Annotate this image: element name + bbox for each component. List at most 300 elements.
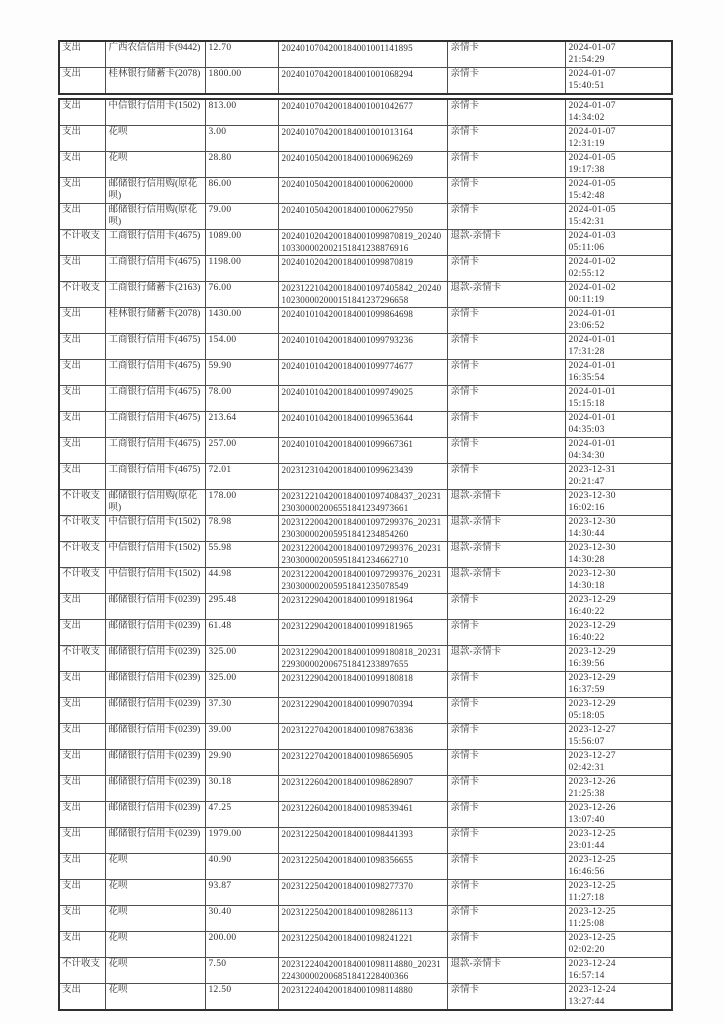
remark-cell: 亲情卡: [447, 308, 565, 334]
table-row: [59, 334, 672, 360]
transaction-type-cell: 支出: [59, 802, 105, 828]
account-cell: 工商银行信用卡(4675): [105, 334, 205, 360]
remark-cell: 亲情卡: [447, 984, 565, 1011]
remark-cell: 亲情卡: [447, 99, 565, 126]
datetime-cell: [565, 828, 672, 854]
date-text: 2023-12-27: [568, 751, 616, 761]
time-text: 15:42:48: [568, 190, 605, 201]
date-text: 2024-01-05: [568, 179, 616, 189]
amount-cell: 40.90: [205, 854, 278, 880]
date-text: 2023-12-29: [568, 673, 616, 683]
account-cell: 邮储银行信用卡(0239): [105, 802, 205, 828]
account-cell: 工商银行信用卡(4675): [105, 438, 205, 464]
remark-cell: 亲情卡: [447, 438, 565, 464]
transaction-number-cell: 2023122504200184001098241221: [278, 932, 447, 958]
amount-cell: 813.00: [205, 99, 278, 126]
table-row: [59, 464, 672, 490]
remark-cell: 亲情卡: [447, 41, 565, 68]
time-text: 17:31:28: [568, 346, 605, 357]
account-cell: 邮储银行信用卡(0239): [105, 646, 205, 672]
transaction-number-cell: 2024010104200184001099653644: [278, 412, 447, 438]
time-text: 21:54:29: [568, 54, 605, 65]
amount-cell: 3.00: [205, 126, 278, 152]
date-text: 2023-12-25: [568, 855, 616, 865]
remark-cell: 退款-亲情卡: [447, 282, 565, 308]
time-text: 11:25:08: [568, 918, 605, 929]
time-text: 11:27:18: [568, 892, 605, 903]
remark-cell: 退款-亲情卡: [447, 490, 565, 516]
transaction-table-block: [58, 98, 673, 1011]
table-row: [59, 880, 672, 906]
date-text: 2024-01-01: [568, 413, 616, 423]
time-text: 16:40:22: [568, 632, 605, 643]
time-text: 05:11:06: [568, 242, 605, 253]
transaction-number-cell: 2023122004200184001097299376_20231230300002005951841234662710: [278, 542, 447, 568]
table-row: [59, 750, 672, 776]
transaction-type-cell: 支出: [59, 204, 105, 230]
table-row: [59, 126, 672, 152]
table-row: [59, 99, 672, 126]
account-cell: 花呗: [105, 854, 205, 880]
time-text: 16:02:16: [568, 502, 605, 513]
datetime-cell: [565, 672, 672, 698]
date-text: 2024-01-07: [568, 101, 616, 111]
amount-cell: 12.70: [205, 41, 278, 68]
time-text: 19:17:38: [568, 164, 605, 175]
transaction-number-cell: 2023122504200184001098441393: [278, 828, 447, 854]
datetime-cell: [565, 282, 672, 308]
amount-cell: 1430.00: [205, 308, 278, 334]
remark-cell: 亲情卡: [447, 594, 565, 620]
account-cell: 桂林银行储蓄卡(2078): [105, 308, 205, 334]
transaction-type-cell: 支出: [59, 828, 105, 854]
datetime-cell: [565, 646, 672, 672]
time-text: 16:35:54: [568, 372, 605, 383]
table-row: [59, 802, 672, 828]
amount-cell: 257.00: [205, 438, 278, 464]
datetime-cell: [565, 464, 672, 490]
transaction-type-cell: 不计收支: [59, 490, 105, 516]
amount-cell: 200.00: [205, 932, 278, 958]
datetime-cell: [565, 68, 672, 95]
transaction-number-cell: 2024010104200184001099749025: [278, 386, 447, 412]
transaction-type-cell: 不计收支: [59, 282, 105, 308]
transaction-number-cell: 2023122404200184001098114880: [278, 984, 447, 1011]
date-text: 2023-12-30: [568, 543, 616, 553]
transaction-type-cell: 不计收支: [59, 568, 105, 594]
amount-cell: 79.00: [205, 204, 278, 230]
transaction-number-cell: 2024010704200184001001141895: [278, 41, 447, 68]
transaction-number-cell: 2023122904200184001099181964: [278, 594, 447, 620]
remark-cell: 退款-亲情卡: [447, 516, 565, 542]
date-text: 2024-01-02: [568, 257, 616, 267]
transaction-type-cell: 支出: [59, 178, 105, 204]
time-text: 13:07:40: [568, 814, 605, 825]
datetime-cell: [565, 594, 672, 620]
date-text: 2024-01-01: [568, 335, 616, 345]
remark-cell: 亲情卡: [447, 360, 565, 386]
transaction-number-cell: 2023122904200184001099181965: [278, 620, 447, 646]
remark-cell: 亲情卡: [447, 256, 565, 282]
transaction-number-cell: 2024010504200184001000696269: [278, 152, 447, 178]
table-row: [59, 568, 672, 594]
transaction-number-cell: 2023122004200184001097299376_20231230300002005951841234854260: [278, 516, 447, 542]
remark-cell: 亲情卡: [447, 880, 565, 906]
table-row: [59, 41, 672, 68]
datetime-cell: [565, 386, 672, 412]
amount-cell: 28.80: [205, 152, 278, 178]
amount-cell: 295.48: [205, 594, 278, 620]
table-row: [59, 906, 672, 932]
remark-cell: 亲情卡: [447, 620, 565, 646]
time-text: 04:35:03: [568, 424, 605, 435]
account-cell: 邮储银行信用卡(0239): [105, 750, 205, 776]
remark-cell: 亲情卡: [447, 776, 565, 802]
time-text: 15:40:51: [568, 80, 605, 91]
amount-cell: 37.30: [205, 698, 278, 724]
date-text: 2023-12-31: [568, 465, 616, 475]
account-cell: 桂林银行储蓄卡(2078): [105, 68, 205, 95]
transaction-type-cell: 不计收支: [59, 646, 105, 672]
time-text: 14:30:44: [568, 528, 605, 539]
datetime-cell: [565, 620, 672, 646]
amount-cell: 78.00: [205, 386, 278, 412]
date-text: 2024-01-07: [568, 69, 616, 79]
date-text: 2023-12-27: [568, 725, 616, 735]
time-text: 20:21:47: [568, 476, 605, 487]
transaction-type-cell: 支出: [59, 334, 105, 360]
table-row: [59, 620, 672, 646]
datetime-cell: [565, 99, 672, 126]
time-text: 16:40:22: [568, 606, 605, 617]
time-text: 14:30:28: [568, 554, 605, 565]
date-text: 2023-12-25: [568, 881, 616, 891]
transaction-type-cell: 支出: [59, 41, 105, 68]
time-text: 05:18:05: [568, 710, 605, 721]
account-cell: 邮储银行信用卡(0239): [105, 724, 205, 750]
table-row: [59, 230, 672, 256]
transaction-type-cell: 支出: [59, 750, 105, 776]
datetime-cell: [565, 516, 672, 542]
amount-cell: 76.00: [205, 282, 278, 308]
table-row: [59, 932, 672, 958]
transaction-type-cell: 支出: [59, 724, 105, 750]
table-row: [59, 854, 672, 880]
transaction-number-cell: 2023123104200184001099623439: [278, 464, 447, 490]
remark-cell: 退款-亲情卡: [447, 646, 565, 672]
amount-cell: 29.90: [205, 750, 278, 776]
transaction-number-cell: 2023122504200184001098356655: [278, 854, 447, 880]
table-row: [59, 828, 672, 854]
remark-cell: 亲情卡: [447, 672, 565, 698]
datetime-cell: [565, 490, 672, 516]
transaction-type-cell: 不计收支: [59, 542, 105, 568]
date-text: 2023-12-29: [568, 699, 616, 709]
date-text: 2024-01-01: [568, 361, 616, 371]
time-text: 14:34:02: [568, 112, 605, 123]
account-cell: 工商银行信用卡(4675): [105, 412, 205, 438]
amount-cell: 55.98: [205, 542, 278, 568]
remark-cell: 亲情卡: [447, 724, 565, 750]
date-text: 2023-12-26: [568, 803, 616, 813]
amount-cell: 1198.00: [205, 256, 278, 282]
account-cell: 花呗: [105, 932, 205, 958]
time-text: 23:06:52: [568, 320, 605, 331]
account-cell: 邮储银行信用卡(0239): [105, 620, 205, 646]
account-cell: 广西农信信用卡(9442): [105, 41, 205, 68]
remark-cell: 亲情卡: [447, 854, 565, 880]
account-cell: 中信银行信用卡(1502): [105, 568, 205, 594]
transaction-number-cell: 2024010104200184001099864698: [278, 308, 447, 334]
amount-cell: 47.25: [205, 802, 278, 828]
account-cell: 花呗: [105, 880, 205, 906]
account-cell: 邮储银行信用卡(0239): [105, 698, 205, 724]
datetime-cell: [565, 906, 672, 932]
datetime-cell: [565, 542, 672, 568]
date-text: 2023-12-30: [568, 517, 616, 527]
table-row: [59, 256, 672, 282]
datetime-cell: [565, 204, 672, 230]
date-text: 2024-01-05: [568, 153, 616, 163]
account-cell: 邮储银行信用卡(0239): [105, 776, 205, 802]
transaction-type-cell: 支出: [59, 438, 105, 464]
remark-cell: 亲情卡: [447, 152, 565, 178]
date-text: 2023-12-24: [568, 959, 616, 969]
remark-cell: 退款-亲情卡: [447, 542, 565, 568]
amount-cell: 325.00: [205, 646, 278, 672]
transaction-type-cell: 支出: [59, 412, 105, 438]
date-text: 2023-12-30: [568, 569, 616, 579]
datetime-cell: [565, 256, 672, 282]
datetime-cell: [565, 802, 672, 828]
transaction-table-block: [58, 40, 673, 95]
time-text: 15:56:07: [568, 736, 605, 747]
time-text: 16:39:56: [568, 658, 605, 669]
table-row: [59, 152, 672, 178]
transaction-type-cell: 支出: [59, 464, 105, 490]
datetime-cell: [565, 230, 672, 256]
transaction-number-cell: 2024010504200184001000627950: [278, 204, 447, 230]
date-text: 2023-12-30: [568, 491, 616, 501]
datetime-cell: [565, 308, 672, 334]
remark-cell: 亲情卡: [447, 698, 565, 724]
date-text: 2024-01-02: [568, 283, 616, 293]
date-text: 2023-12-29: [568, 647, 616, 657]
date-text: 2024-01-05: [568, 205, 616, 215]
amount-cell: 213.64: [205, 412, 278, 438]
amount-cell: 39.00: [205, 724, 278, 750]
time-text: 00:11:19: [568, 294, 605, 305]
datetime-cell: [565, 360, 672, 386]
transaction-number-cell: 2023122504200184001098277370: [278, 880, 447, 906]
table-row: [59, 386, 672, 412]
remark-cell: 亲情卡: [447, 828, 565, 854]
account-cell: 邮储银行信用购(原花呗): [105, 490, 205, 516]
transaction-number-cell: 2023122104200184001097405842_20240102300002000151841237296658: [278, 282, 447, 308]
amount-cell: 44.98: [205, 568, 278, 594]
table-row: [59, 282, 672, 308]
table-row: [59, 204, 672, 230]
transaction-number-cell: 2023122704200184001098656905: [278, 750, 447, 776]
datetime-cell: [565, 854, 672, 880]
time-text: 16:37:59: [568, 684, 605, 695]
transaction-number-cell: 2023122904200184001099070394: [278, 698, 447, 724]
transaction-number-cell: 2024010504200184001000620000: [278, 178, 447, 204]
time-text: 04:34:30: [568, 450, 605, 461]
transaction-number-cell: 2023122704200184001098763836: [278, 724, 447, 750]
transaction-type-cell: 支出: [59, 776, 105, 802]
remark-cell: 退款-亲情卡: [447, 568, 565, 594]
table-row: [59, 594, 672, 620]
transaction-type-cell: 支出: [59, 256, 105, 282]
transaction-number-cell: 2023122104200184001097408437_20231230300002006551841234973661: [278, 490, 447, 516]
account-cell: 花呗: [105, 906, 205, 932]
amount-cell: 30.40: [205, 906, 278, 932]
amount-cell: 72.01: [205, 464, 278, 490]
date-text: 2024-01-07: [568, 127, 616, 137]
time-text: 16:57:14: [568, 970, 605, 981]
amount-cell: 61.48: [205, 620, 278, 646]
transaction-number-cell: 2023122604200184001098628907: [278, 776, 447, 802]
time-text: 14:30:18: [568, 580, 605, 591]
table-row: [59, 360, 672, 386]
transaction-number-cell: 2024010704200184001001013164: [278, 126, 447, 152]
transaction-type-cell: 不计收支: [59, 516, 105, 542]
remark-cell: 亲情卡: [447, 464, 565, 490]
table-row: [59, 178, 672, 204]
table-row: [59, 308, 672, 334]
datetime-cell: [565, 412, 672, 438]
datetime-cell: [565, 334, 672, 360]
date-text: 2024-01-07: [568, 43, 616, 53]
amount-cell: 7.50: [205, 958, 278, 984]
account-cell: 工商银行信用卡(4675): [105, 360, 205, 386]
transaction-type-cell: 支出: [59, 126, 105, 152]
amount-cell: 1089.00: [205, 230, 278, 256]
remark-cell: 亲情卡: [447, 802, 565, 828]
transaction-type-cell: 支出: [59, 386, 105, 412]
date-text: 2023-12-26: [568, 777, 616, 787]
account-cell: 工商银行信用卡(4675): [105, 230, 205, 256]
date-text: 2024-01-01: [568, 387, 616, 397]
date-text: 2023-12-25: [568, 933, 616, 943]
account-cell: 中信银行信用卡(1502): [105, 542, 205, 568]
transaction-number-cell: 2023122604200184001098539461: [278, 802, 447, 828]
table-row: [59, 516, 672, 542]
table-row: [59, 776, 672, 802]
remark-cell: 退款-亲情卡: [447, 230, 565, 256]
remark-cell: 亲情卡: [447, 932, 565, 958]
account-cell: 邮储银行信用卡(0239): [105, 828, 205, 854]
account-cell: 花呗: [105, 958, 205, 984]
account-cell: 工商银行信用卡(4675): [105, 386, 205, 412]
time-text: 15:42:31: [568, 216, 605, 227]
transaction-type-cell: 不计收支: [59, 958, 105, 984]
time-text: 02:02:20: [568, 944, 605, 955]
account-cell: 邮储银行信用卡(0239): [105, 594, 205, 620]
amount-cell: 154.00: [205, 334, 278, 360]
remark-cell: 退款-亲情卡: [447, 958, 565, 984]
amount-cell: 93.87: [205, 880, 278, 906]
datetime-cell: [565, 698, 672, 724]
transaction-type-cell: 支出: [59, 932, 105, 958]
amount-cell: 59.90: [205, 360, 278, 386]
date-text: 2023-12-29: [568, 595, 616, 605]
transaction-type-cell: 支出: [59, 308, 105, 334]
table-row: [59, 438, 672, 464]
table-row: [59, 412, 672, 438]
transaction-type-cell: 支出: [59, 68, 105, 95]
account-cell: 工商银行信用卡(4675): [105, 464, 205, 490]
datetime-cell: [565, 438, 672, 464]
transaction-type-cell: 支出: [59, 360, 105, 386]
table-row: [59, 542, 672, 568]
amount-cell: 78.98: [205, 516, 278, 542]
remark-cell: 亲情卡: [447, 126, 565, 152]
account-cell: 花呗: [105, 984, 205, 1011]
time-text: 12:31:19: [568, 138, 605, 149]
account-cell: 花呗: [105, 126, 205, 152]
date-text: 2023-12-25: [568, 829, 616, 839]
transaction-number-cell: 2023122404200184001098114880_20231224300002006851841228400366: [278, 958, 447, 984]
account-cell: 中信银行信用卡(1502): [105, 99, 205, 126]
time-text: 13:27:44: [568, 996, 605, 1007]
time-text: 16:46:56: [568, 866, 605, 877]
datetime-cell: [565, 152, 672, 178]
remark-cell: 亲情卡: [447, 204, 565, 230]
account-cell: 邮储银行信用购(原花呗): [105, 204, 205, 230]
datetime-cell: [565, 880, 672, 906]
datetime-cell: [565, 724, 672, 750]
table-row: [59, 68, 672, 95]
amount-cell: 178.00: [205, 490, 278, 516]
date-text: 2024-01-01: [568, 309, 616, 319]
transaction-type-cell: 支出: [59, 620, 105, 646]
amount-cell: 30.18: [205, 776, 278, 802]
transaction-type-cell: 支出: [59, 854, 105, 880]
datetime-cell: [565, 178, 672, 204]
transaction-type-cell: 支出: [59, 99, 105, 126]
datetime-cell: [565, 958, 672, 984]
time-text: 23:01:44: [568, 840, 605, 851]
account-cell: 中信银行信用卡(1502): [105, 516, 205, 542]
table-row: [59, 698, 672, 724]
transaction-type-cell: 支出: [59, 152, 105, 178]
remark-cell: 亲情卡: [447, 906, 565, 932]
account-cell: 邮储银行信用购(原花呗): [105, 178, 205, 204]
remark-cell: 亲情卡: [447, 750, 565, 776]
date-text: 2023-12-25: [568, 907, 616, 917]
amount-cell: 1979.00: [205, 828, 278, 854]
transaction-type-cell: 支出: [59, 698, 105, 724]
transaction-number-cell: 2024010704200184001001068294: [278, 68, 447, 95]
transaction-number-cell: 2023122904200184001099180818: [278, 672, 447, 698]
remark-cell: 亲情卡: [447, 68, 565, 95]
datetime-cell: [565, 568, 672, 594]
transaction-type-cell: 支出: [59, 594, 105, 620]
transaction-number-cell: 2023122504200184001098286113: [278, 906, 447, 932]
transaction-number-cell: 2024010204200184001099870819_20240103300002002151841238876916: [278, 230, 447, 256]
amount-cell: 12.50: [205, 984, 278, 1011]
transaction-number-cell: 2024010704200184001001042677: [278, 99, 447, 126]
time-text: 02:55:12: [568, 268, 605, 279]
transaction-type-cell: 支出: [59, 880, 105, 906]
transaction-type-cell: 支出: [59, 906, 105, 932]
transaction-number-cell: 2024010104200184001099774677: [278, 360, 447, 386]
datetime-cell: [565, 932, 672, 958]
account-cell: 邮储银行信用卡(0239): [105, 672, 205, 698]
amount-cell: 325.00: [205, 672, 278, 698]
